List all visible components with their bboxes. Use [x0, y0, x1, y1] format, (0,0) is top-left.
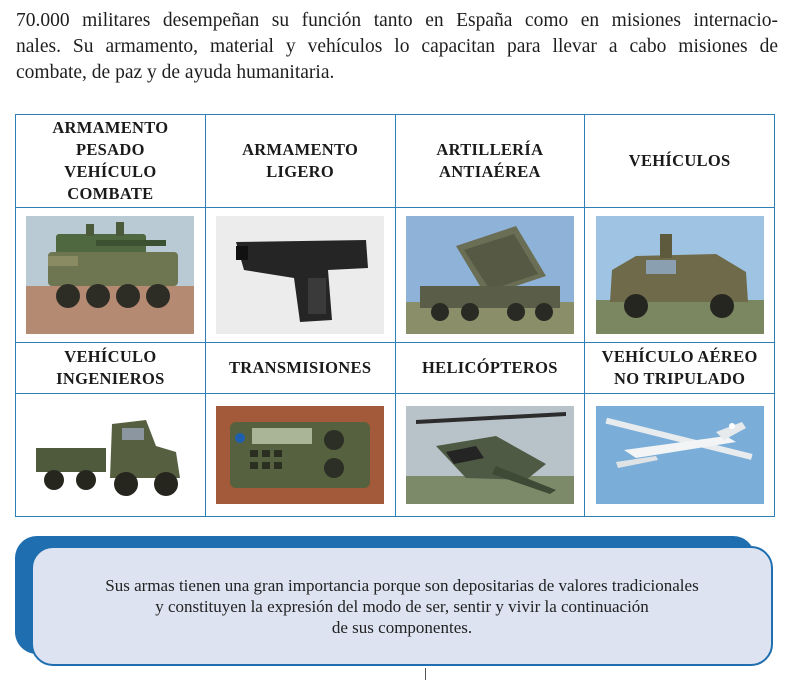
intro-paragraph: [16, 8, 778, 86]
note-line: Sus armas tienen una gran importancia porque son depositarias de valores tradicionales: [105, 575, 699, 595]
header-engineering-vehicle: VEHÍCULO INGENIEROS: [16, 343, 206, 394]
equipment-table: [15, 114, 775, 517]
header-helicopters: HELICÓPTEROS: [395, 343, 585, 394]
engineering-vehicle-photo: [26, 406, 194, 504]
helicopter-photo: [406, 406, 574, 504]
drone-photo: [596, 406, 764, 504]
divider-tick: [425, 668, 426, 680]
header-antiaircraft: ARTILLERÍA ANTIAÉREA: [395, 115, 585, 208]
photo-row: [16, 208, 775, 343]
header-heavy-armament: ARMAMENTO PESADO VEHÍCULO COMBATE: [16, 115, 206, 208]
radio-transmitter-photo: [216, 406, 384, 504]
photo-row: [16, 394, 775, 517]
note-line: de sus componentes.: [331, 617, 473, 637]
header-vehicles: VEHÍCULOS: [585, 115, 775, 208]
note-text: [105, 575, 698, 638]
intro-line: nales. Su armamento, material y vehículos lo capacitan para llevar a cabo misiones de: [16, 36, 778, 57]
missile-launcher-photo: [406, 216, 574, 334]
header-transmissions: TRANSMISIONES: [205, 343, 395, 394]
header-row: [16, 343, 775, 394]
armored-vehicle-photo: [26, 216, 194, 334]
intro-line: 70.000 militares desempeñan su función tanto en España como en misiones internacio-: [16, 10, 778, 31]
military-jeep-photo: [596, 216, 764, 334]
pistol-photo: [216, 216, 384, 334]
header-row: [16, 115, 775, 208]
note-line: y constituyen la expresión del modo de ser, sentir y vivir la continuación: [155, 596, 649, 616]
header-uav: VEHÍCULO AÉREO NO TRIPULADO: [585, 343, 775, 394]
note-box: [15, 536, 777, 676]
note-panel: [31, 546, 773, 666]
intro-line: combate, de paz y de ayuda humanitaria.: [16, 62, 335, 83]
header-light-armament: ARMAMENTO LIGERO: [205, 115, 395, 208]
